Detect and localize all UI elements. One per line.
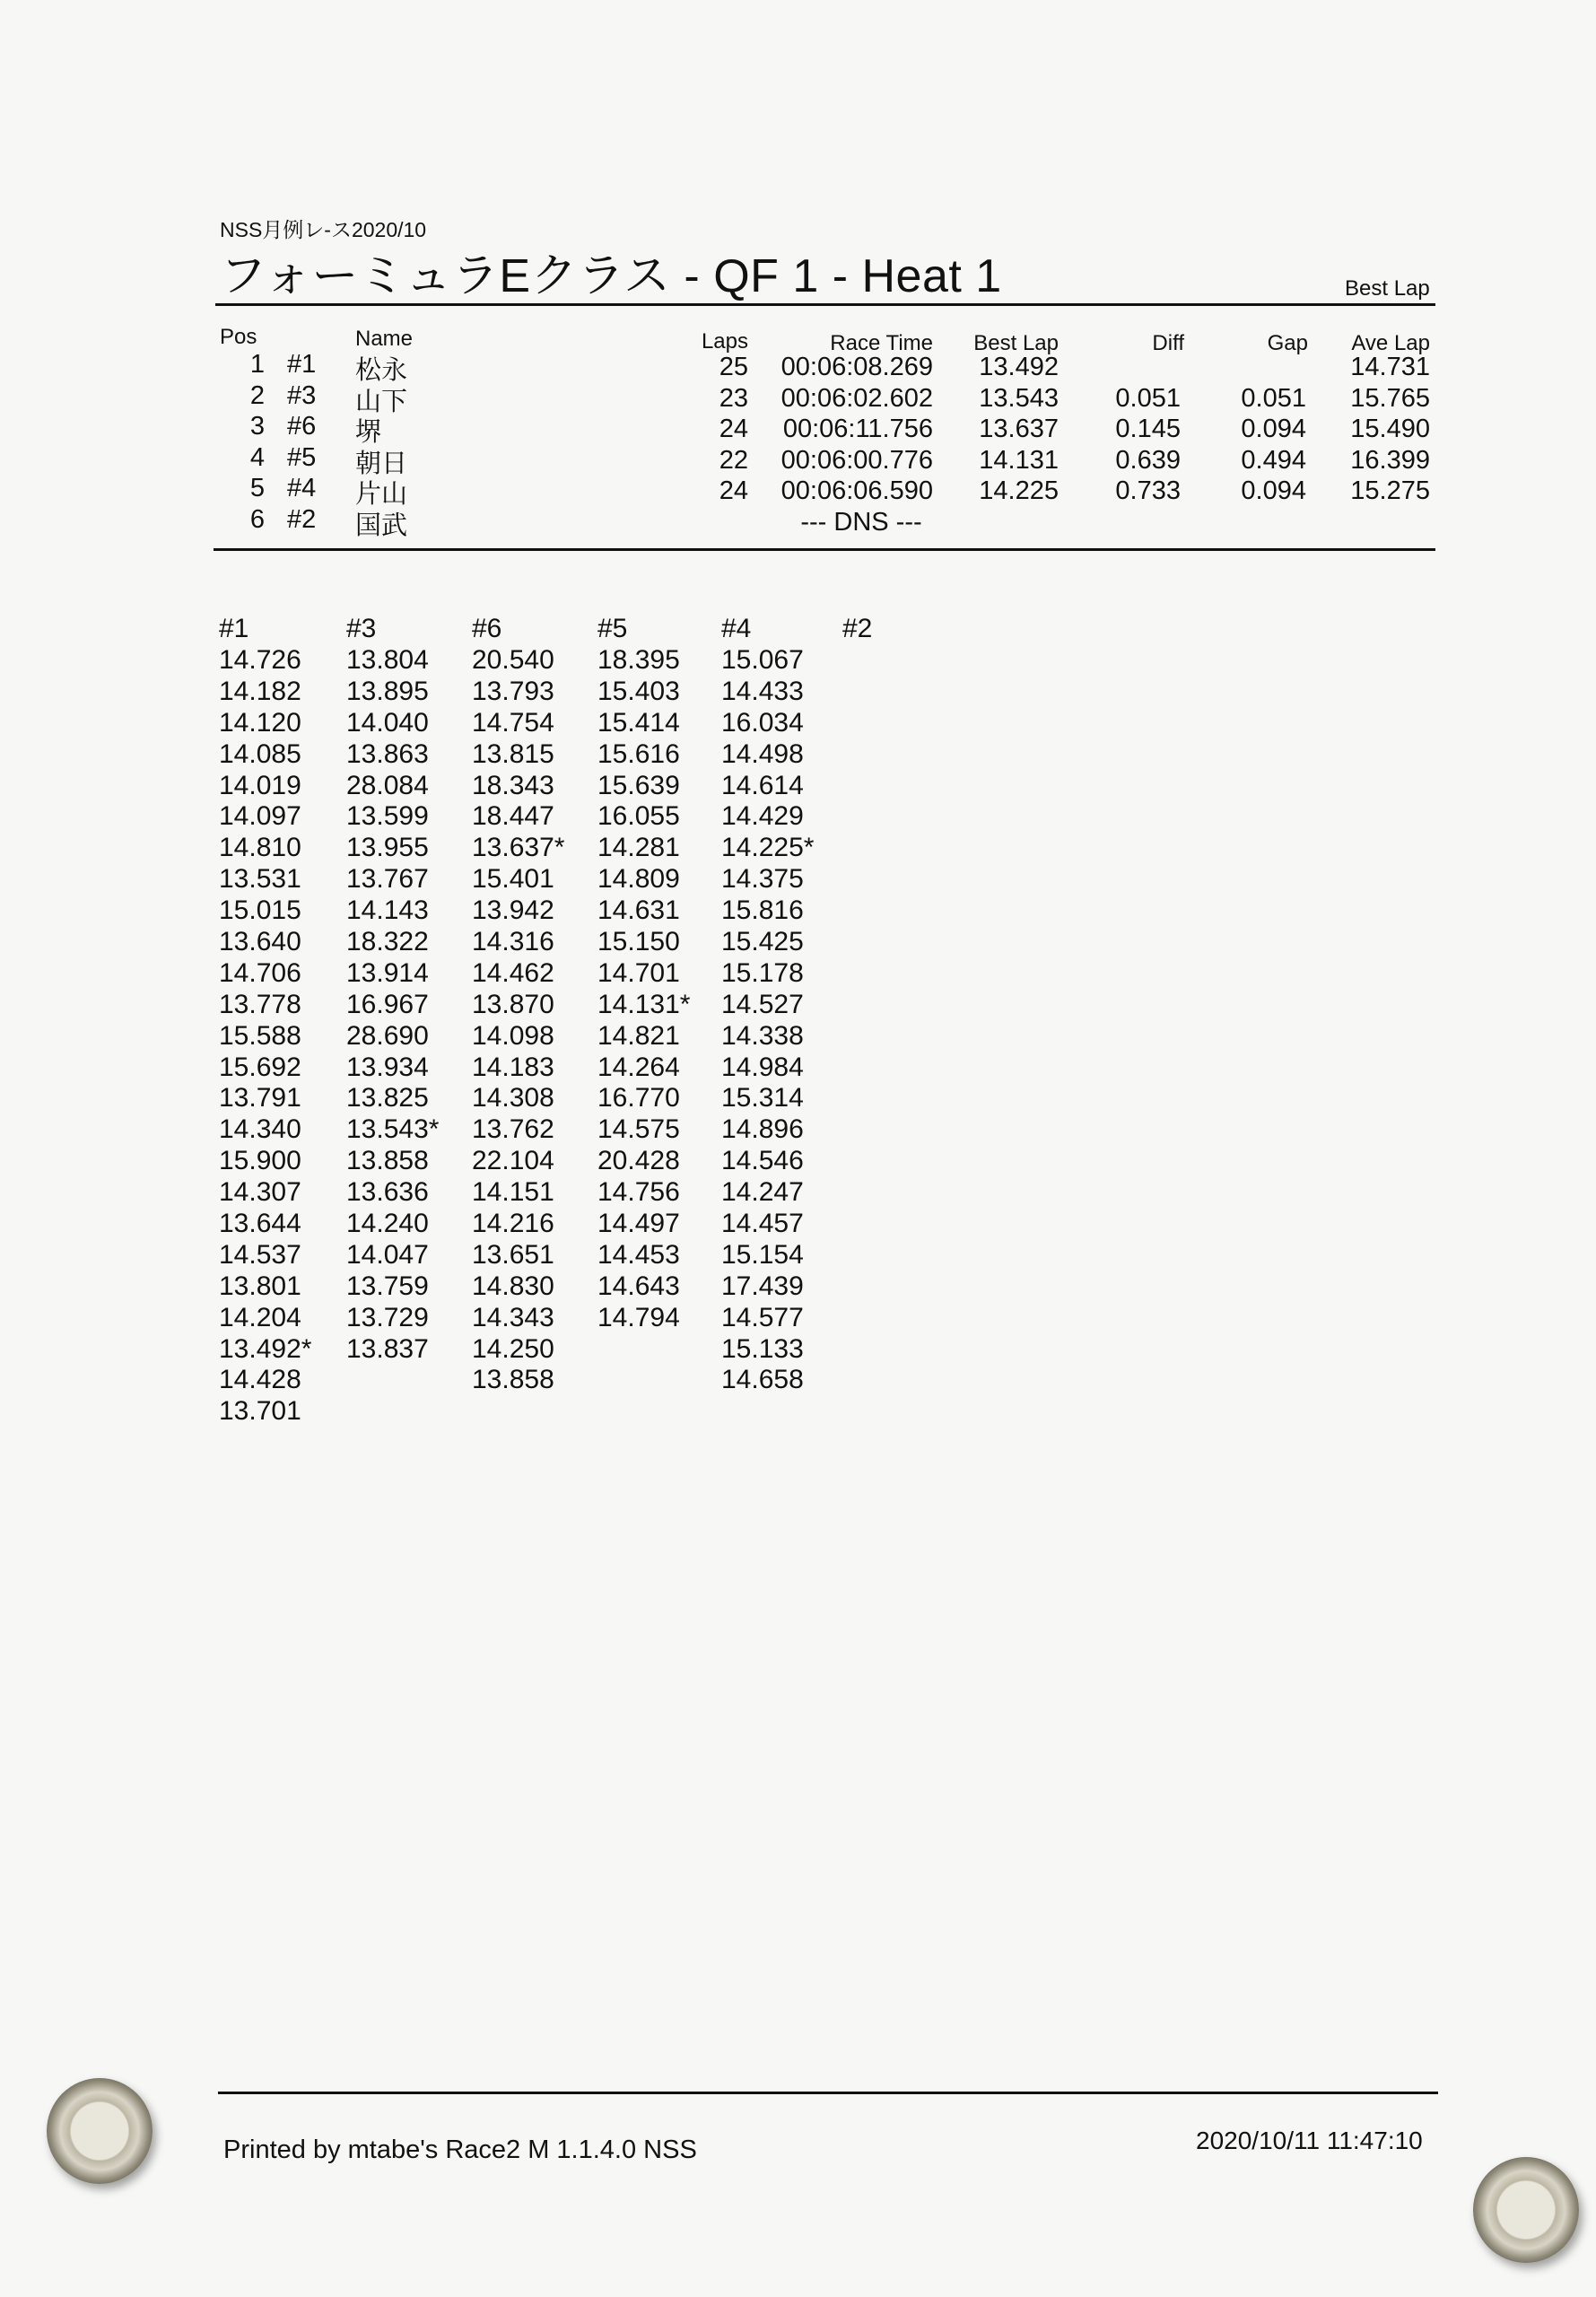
result-best-lap: 14.131 (979, 446, 1059, 475)
lap-time: 13.895 (346, 676, 429, 706)
result-car-number: #5 (287, 443, 317, 472)
lap-time: 14.497 (597, 1209, 680, 1239)
lap-time: 15.015 (219, 895, 301, 926)
lap-time: 14.701 (597, 957, 680, 988)
lap-time: 13.942 (472, 895, 554, 926)
lap-time: 13.837 (346, 1333, 429, 1364)
lap-time: 13.543* (346, 1114, 440, 1145)
result-race-time: 00:06:00.776 (781, 446, 933, 475)
lap-time: 13.778 (219, 989, 301, 1019)
result-gap: 0.094 (1241, 476, 1306, 505)
lap-time: 14.821 (597, 1020, 680, 1051)
lap-time: 14.225* (721, 833, 815, 863)
lap-time: 15.900 (219, 1146, 301, 1176)
lap-time: 14.453 (597, 1239, 680, 1270)
lap-time: 14.183 (472, 1052, 554, 1082)
report-title: フォーミュラEクラス - QF 1 - Heat 1 (220, 250, 1002, 302)
lap-time: 14.308 (472, 1083, 554, 1114)
lap-time: 15.133 (721, 1333, 804, 1364)
lap-time: 15.616 (597, 738, 680, 769)
lap-time: 14.527 (721, 989, 804, 1019)
result-ave-lap: 15.490 (1350, 415, 1430, 443)
lap-time: 14.754 (472, 707, 554, 738)
lap-time: 13.767 (346, 864, 429, 895)
lap-time: 14.658 (721, 1365, 804, 1395)
lap-column (842, 613, 872, 645)
lap-time: 15.816 (721, 895, 804, 926)
result-diff: 0.145 (1115, 415, 1181, 443)
lap-time: 13.863 (346, 738, 429, 769)
lap-time: 13.644 (219, 1209, 301, 1239)
result-race-time: 00:06:02.602 (781, 384, 933, 413)
lap-time: 15.414 (597, 707, 680, 738)
lap-time: 15.178 (721, 957, 804, 988)
lap-time: 14.546 (721, 1146, 804, 1176)
lap-time: 13.651 (472, 1239, 554, 1270)
lap-time: 14.809 (597, 864, 680, 895)
lap-time: 13.858 (472, 1365, 554, 1395)
lap-time: 14.810 (219, 833, 301, 863)
report-subtitle: NSS月例レ-ス2020/10 (220, 218, 427, 241)
col-header-laps: Laps (701, 329, 748, 354)
col-header-race-time: Race Time (830, 331, 933, 355)
lap-time: 14.143 (346, 895, 429, 926)
lap-time: 14.498 (721, 738, 804, 769)
result-ave-lap: 15.275 (1350, 476, 1430, 505)
result-car-number: #1 (287, 350, 317, 379)
lap-time: 13.804 (346, 645, 429, 675)
lap-time: 14.131* (597, 989, 691, 1019)
lap-time: 13.492* (219, 1333, 312, 1364)
best-lap-corner-label: Best Lap (1345, 276, 1430, 301)
lap-time: 18.447 (472, 801, 554, 832)
lap-time: 17.439 (721, 1271, 804, 1301)
lap-time: 14.428 (219, 1365, 301, 1395)
lap-time: 18.395 (597, 645, 680, 675)
result-race-time: 00:06:08.269 (781, 353, 933, 381)
pin-right-icon (1473, 2157, 1579, 2263)
result-ave-lap: 16.399 (1350, 446, 1430, 475)
result-pos: 2 (249, 381, 265, 410)
result-best-lap: 13.492 (979, 353, 1059, 381)
lap-time: 13.729 (346, 1302, 429, 1332)
result-laps: 23 (719, 384, 748, 413)
print-timestamp: 2020/10/11 11:47:10 (1196, 2127, 1423, 2154)
result-gap: 0.094 (1241, 415, 1306, 443)
lap-time: 14.097 (219, 801, 301, 832)
lap-time: 14.343 (472, 1302, 554, 1332)
lap-time: 13.870 (472, 989, 554, 1019)
lap-time: 14.896 (721, 1114, 804, 1145)
lap-time: 18.343 (472, 770, 554, 800)
result-pos: 4 (249, 443, 265, 472)
result-diff: 0.733 (1115, 476, 1181, 505)
lap-time: 13.815 (472, 738, 554, 769)
lap-time: 14.316 (472, 927, 554, 957)
lap-time: 14.375 (721, 864, 804, 895)
result-driver-name: 山下 (355, 388, 408, 416)
lap-time: 14.577 (721, 1302, 804, 1332)
lap-column (346, 613, 439, 1365)
result-diff: 0.051 (1115, 384, 1181, 413)
lap-column (219, 613, 311, 1428)
lap-column (472, 613, 564, 1396)
lap-time: 14.984 (721, 1052, 804, 1082)
lap-time: 13.858 (346, 1146, 429, 1176)
lap-time: 13.934 (346, 1052, 429, 1082)
lap-time: 14.098 (472, 1020, 554, 1051)
lap-time: 14.457 (721, 1209, 804, 1239)
lap-time: 14.264 (597, 1052, 680, 1082)
result-best-lap: 13.543 (979, 384, 1059, 413)
lap-time: 13.955 (346, 833, 429, 863)
lap-time: 13.914 (346, 957, 429, 988)
lap-time: 14.151 (472, 1177, 554, 1208)
lap-time: 14.240 (346, 1209, 429, 1239)
lap-time: 13.640 (219, 927, 301, 957)
result-driver-name: 朝日 (355, 450, 408, 478)
result-best-lap: 14.225 (979, 476, 1059, 505)
lap-time: 14.794 (597, 1302, 680, 1332)
lap-time: 14.631 (597, 895, 680, 926)
lap-time: 15.154 (721, 1239, 804, 1270)
lap-time: 14.340 (219, 1114, 301, 1145)
result-driver-name: 片山 (355, 480, 408, 509)
lap-time: 15.314 (721, 1083, 804, 1114)
lap-column-header: #6 (472, 614, 502, 643)
lap-time: 14.281 (597, 833, 680, 863)
result-driver-name: 国武 (355, 511, 408, 540)
lap-time: 13.801 (219, 1271, 301, 1301)
lap-time: 13.531 (219, 864, 301, 895)
lap-column-header: #2 (842, 614, 873, 643)
pin-left-icon (47, 2078, 153, 2184)
lap-time: 14.338 (721, 1020, 804, 1051)
lap-time: 13.701 (219, 1396, 301, 1427)
results-rule (214, 548, 1435, 551)
col-header-name: Name (355, 327, 414, 351)
lap-time: 14.575 (597, 1114, 680, 1145)
lap-time: 14.182 (219, 676, 301, 706)
col-header-pos: Pos (220, 325, 257, 349)
lap-time: 14.247 (721, 1177, 804, 1208)
result-race-time: 00:06:11.756 (782, 415, 933, 443)
col-header-diff: Diff (1152, 331, 1184, 355)
result-car-number: #6 (287, 412, 317, 441)
result-driver-name: 堺 (355, 418, 382, 447)
lap-time: 14.706 (219, 957, 301, 988)
result-race-time: 00:06:06.590 (781, 476, 933, 505)
result-pos: 3 (249, 412, 265, 441)
lap-time: 13.637* (472, 833, 565, 863)
result-best-lap: 13.637 (979, 415, 1059, 443)
lap-column-header: #3 (346, 614, 377, 643)
lap-time: 15.425 (721, 927, 804, 957)
lap-time: 14.085 (219, 738, 301, 769)
lap-time: 16.055 (597, 801, 680, 832)
printed-by: Printed by mtabe's Race2 M 1.1.4.0 NSS (223, 2135, 697, 2164)
lap-time: 16.034 (721, 707, 804, 738)
col-header-gap: Gap (1267, 331, 1308, 355)
result-ave-lap: 14.731 (1350, 353, 1430, 381)
lap-time: 15.067 (721, 645, 804, 675)
lap-time: 14.726 (219, 645, 301, 675)
lap-time: 14.019 (219, 770, 301, 800)
lap-column (597, 613, 690, 1334)
title-rule (215, 303, 1435, 306)
lap-time: 14.040 (346, 707, 429, 738)
result-pos: 1 (249, 350, 265, 379)
lap-column (721, 613, 814, 1396)
result-gap: 0.494 (1241, 446, 1306, 475)
lap-time: 14.250 (472, 1333, 554, 1364)
lap-time: 14.643 (597, 1271, 680, 1301)
lap-time: 13.791 (219, 1083, 301, 1114)
lap-time: 14.047 (346, 1239, 429, 1270)
lap-time: 15.692 (219, 1052, 301, 1082)
lap-time: 14.756 (597, 1177, 680, 1208)
lap-time: 14.462 (472, 957, 554, 988)
result-gap: 0.051 (1241, 384, 1306, 413)
result-car-number: #4 (287, 474, 317, 502)
lap-time: 14.120 (219, 707, 301, 738)
lap-time: 15.150 (597, 927, 680, 957)
result-driver-name: 松永 (355, 356, 408, 385)
lap-time: 20.540 (472, 645, 554, 675)
lap-time: 14.307 (219, 1177, 301, 1208)
lap-time: 13.793 (472, 676, 554, 706)
lap-column-header: #4 (721, 614, 752, 643)
lap-time: 13.599 (346, 801, 429, 832)
lap-column-header: #5 (597, 614, 628, 643)
lap-time: 14.216 (472, 1209, 554, 1239)
lap-time: 13.759 (346, 1271, 429, 1301)
lap-time: 15.401 (472, 864, 554, 895)
result-diff: 0.639 (1115, 446, 1181, 475)
lap-time: 22.104 (472, 1146, 554, 1176)
lap-time: 14.830 (472, 1271, 554, 1301)
lap-time: 15.639 (597, 770, 680, 800)
lap-time: 15.403 (597, 676, 680, 706)
result-race-time: --- DNS --- (800, 508, 922, 537)
footer-rule (218, 2092, 1438, 2094)
result-pos: 6 (249, 505, 265, 534)
lap-time: 20.428 (597, 1146, 680, 1176)
result-laps: 24 (719, 415, 748, 443)
lap-time: 13.762 (472, 1114, 554, 1145)
lap-time: 14.614 (721, 770, 804, 800)
result-car-number: #2 (287, 505, 317, 534)
lap-time: 13.636 (346, 1177, 429, 1208)
result-laps: 24 (719, 476, 748, 505)
lap-time: 28.084 (346, 770, 429, 800)
lap-time: 28.690 (346, 1020, 429, 1051)
lap-time: 14.204 (219, 1302, 301, 1332)
lap-time: 13.825 (346, 1083, 429, 1114)
result-car-number: #3 (287, 381, 317, 410)
lap-time: 18.322 (346, 927, 429, 957)
lap-time: 14.537 (219, 1239, 301, 1270)
lap-column-header: #1 (219, 614, 249, 643)
col-header-best-lap: Best Lap (973, 331, 1059, 355)
result-laps: 25 (719, 353, 748, 381)
lap-time: 15.588 (219, 1020, 301, 1051)
lap-time: 14.429 (721, 801, 804, 832)
lap-time: 16.770 (597, 1083, 680, 1114)
result-laps: 22 (719, 446, 748, 475)
result-ave-lap: 15.765 (1350, 384, 1430, 413)
col-header-ave-lap: Ave Lap (1351, 331, 1430, 355)
lap-time: 16.967 (346, 989, 429, 1019)
result-pos: 5 (249, 474, 265, 502)
lap-time: 14.433 (721, 676, 804, 706)
